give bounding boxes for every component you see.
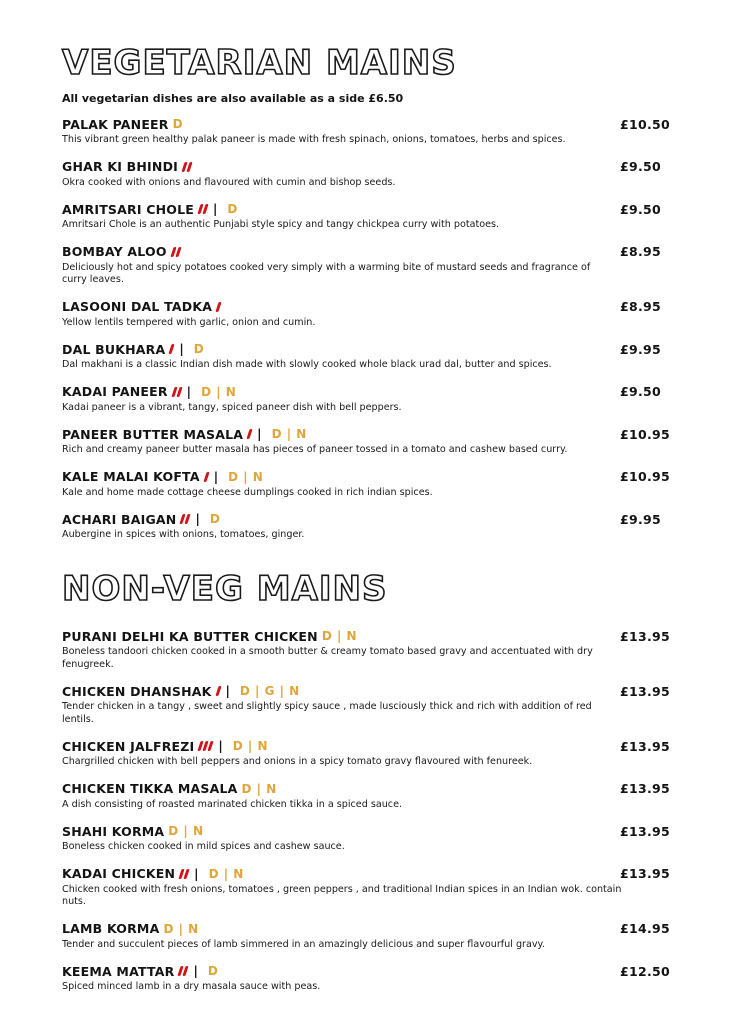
chili-icon — [173, 387, 181, 397]
dish-description: Boneless tandoori chicken cooked in a smooth butter & creamy tomato based gravy and accentuated with dry fenugreek. — [62, 646, 593, 670]
allergen-tags: D | N — [241, 781, 277, 796]
separator: | — [194, 866, 199, 881]
allergen-tags: D | N — [201, 384, 237, 399]
chili-icon — [205, 472, 208, 482]
chili-icon — [199, 741, 212, 751]
dish-price: £13.95 — [620, 866, 671, 881]
dish-price: £9.95 — [620, 341, 662, 357]
dish-description: Chicken cooked with fresh onions, tomatoes , green peppers , and traditional Indian spices in an Indian wok. contain nuts. — [62, 883, 622, 907]
dish-name: LASOONI DAL TADKA — [62, 299, 213, 314]
chili-icon — [248, 429, 251, 439]
menu-item — [62, 921, 670, 952]
menu-item — [62, 299, 670, 330]
chili-icon — [172, 247, 180, 257]
menu-item — [62, 469, 670, 500]
separator: | — [213, 202, 218, 216]
dish-price: £10.95 — [620, 426, 671, 442]
dish-description: Tender chicken in a tangy , sweet and slightly spicy sauce , made lusciously thick and rich with addition of red lentils. — [62, 701, 592, 725]
dish-description: Tender and succulent pieces of lamb simmered in an amazingly delicious and super flavourful gravy. — [62, 938, 545, 950]
dish-name: DAL BUKHARA — [62, 341, 166, 357]
allergen-tags: D | N — [271, 427, 307, 441]
dish-price: £13.95 — [620, 823, 671, 839]
dish-description: Kadai paneer is a vibrant, tangy, spiced paneer dish with bell peppers. — [62, 401, 402, 413]
dish-name: KADAI PANEER — [62, 384, 168, 399]
dish-price: £13.95 — [620, 781, 671, 796]
dish-description: Boneless chicken cooked in mild spices and cashew sauce. — [62, 841, 345, 852]
dish-description: Dal makhani is a classic Indian dish made with slowly cooked whole black urad dal, butter and spices. — [62, 359, 552, 370]
dish-name: CHICKEN DHANSHAK — [62, 683, 212, 699]
dish-description: Amritsari Chole is an authentic Punjabi style spicy and tangy chickpea curry with potatoes. — [62, 219, 500, 230]
separator: | — [225, 684, 230, 698]
dish-price: £9.50 — [620, 201, 662, 217]
dish-price: £13.95 — [620, 683, 671, 699]
dish-name: KEEMA MATTAR — [62, 963, 175, 979]
allergen-tags: D — [193, 342, 205, 356]
dish-name: GHAR KI BHINDI — [62, 159, 178, 174]
menu-item — [62, 244, 670, 287]
menu-item — [62, 511, 670, 542]
dish-price: £12.50 — [620, 963, 671, 979]
dish-description: Aubergine in spices with onions, tomatoes, ginger. — [62, 529, 305, 540]
dish-price: £10.50 — [620, 116, 671, 132]
separator: | — [186, 384, 192, 399]
dish-description: A dish consisting of roasted marinated chicken tikka in a spiced sauce. — [62, 798, 403, 810]
separator: | — [195, 512, 200, 526]
allergen-tags: D | N — [232, 739, 269, 753]
dish-price: £10.95 — [620, 469, 671, 484]
dish-name: BOMBAY ALOO — [62, 244, 167, 259]
allergen-tags: D — [172, 117, 184, 131]
dish-name: PALAK PANEER — [62, 116, 169, 132]
dish-description: Chargrilled chicken with bell peppers and onions in a spicy tomato gravy flavoured with fenureek. — [62, 756, 533, 767]
menu-item — [62, 159, 670, 190]
allergen-tags: D | G | N — [239, 684, 300, 698]
dish-price: £13.95 — [620, 628, 671, 644]
chili-icon — [181, 514, 189, 524]
menu-item — [62, 426, 670, 457]
chili-icon — [199, 204, 207, 214]
allergen-tags: D — [227, 202, 238, 216]
dish-description: Kale and home made cottage cheese dumplings cooked in rich indian spices. — [62, 486, 433, 498]
menu-item — [62, 341, 670, 372]
separator: | — [213, 469, 219, 484]
allergen-tags: D | N — [168, 824, 204, 838]
dish-price: £9.95 — [620, 511, 662, 527]
side-dish-note: All vegetarian dishes are also available as a side £6.50 — [62, 92, 404, 105]
dish-name: AMRITSARI CHOLE — [62, 201, 194, 217]
chili-icon — [183, 162, 191, 172]
menu-item — [62, 823, 670, 854]
dish-price: £9.50 — [620, 384, 662, 399]
dish-name: CHICKEN JALFREZI — [62, 738, 195, 754]
chili-icon — [170, 344, 173, 354]
menu-item — [62, 963, 670, 994]
dish-price: £8.95 — [620, 299, 662, 314]
menu-item — [62, 628, 670, 671]
dish-description: Rich and creamy paneer butter masala has pieces of paneer tossed in a tomato and cashew based curry. — [62, 444, 568, 455]
dish-description: Yellow lentils tempered with garlic, onion and cumin. — [62, 316, 316, 328]
dish-name: PURANI DELHI KA BUTTER CHICKEN — [62, 628, 318, 644]
dish-name: LAMB KORMA — [62, 921, 160, 936]
dish-name: CHICKEN TIKKA MASALA — [62, 781, 238, 796]
chili-icon — [217, 686, 220, 696]
menu-item — [62, 781, 670, 812]
menu-item — [62, 866, 670, 909]
menu-item — [62, 116, 670, 147]
allergen-tags: D | N — [208, 866, 244, 881]
allergen-tags: D | N — [321, 629, 358, 643]
dish-description: This vibrant green healthy palak paneer is made with fresh spinach, onions, tomatoes, herbs and spices. — [62, 134, 566, 145]
dish-price: £14.95 — [620, 921, 671, 936]
separator: | — [179, 342, 184, 356]
menu-item — [62, 683, 670, 726]
dish-description: Deliciously hot and spicy potatoes cooked very simply with a warming bite of mustard seeds and fragrance of curry leaves. — [62, 261, 591, 285]
dish-name: KADAI CHICKEN — [62, 866, 176, 881]
non-veg-menu-list — [62, 628, 670, 1006]
allergen-tags: D — [209, 512, 221, 526]
allergen-tags: D | N — [163, 921, 199, 936]
menu-item — [62, 384, 670, 415]
chili-icon — [179, 966, 187, 976]
allergen-tags: D — [207, 964, 219, 978]
dish-price: £13.95 — [620, 738, 671, 754]
separator: | — [257, 427, 262, 441]
vegetarian-menu-list — [62, 116, 670, 554]
separator: | — [218, 739, 223, 753]
dish-name: KALE MALAI KOFTA — [62, 469, 200, 484]
dish-name: SHAHI KORMA — [62, 823, 165, 839]
dish-description: Spiced minced lamb in a dry masala sauce with peas. — [62, 981, 321, 992]
dish-name: PANEER BUTTER MASALA — [62, 426, 244, 442]
separator: | — [193, 964, 198, 978]
vegetarian-mains-heading: VEGETARIAN MAINS — [62, 43, 457, 83]
allergen-tags: D | N — [228, 469, 264, 484]
chili-icon — [217, 302, 220, 312]
menu-item — [62, 738, 670, 769]
dish-price: £8.95 — [620, 244, 662, 259]
dish-name: ACHARI BAIGAN — [62, 511, 177, 527]
chili-icon — [180, 869, 188, 879]
dish-description: Okra cooked with onions and flavoured with cumin and bishop seeds. — [62, 176, 396, 188]
non-veg-mains-heading: NON-VEG MAINS — [62, 569, 388, 609]
menu-item — [62, 201, 670, 232]
dish-price: £9.50 — [620, 159, 662, 174]
